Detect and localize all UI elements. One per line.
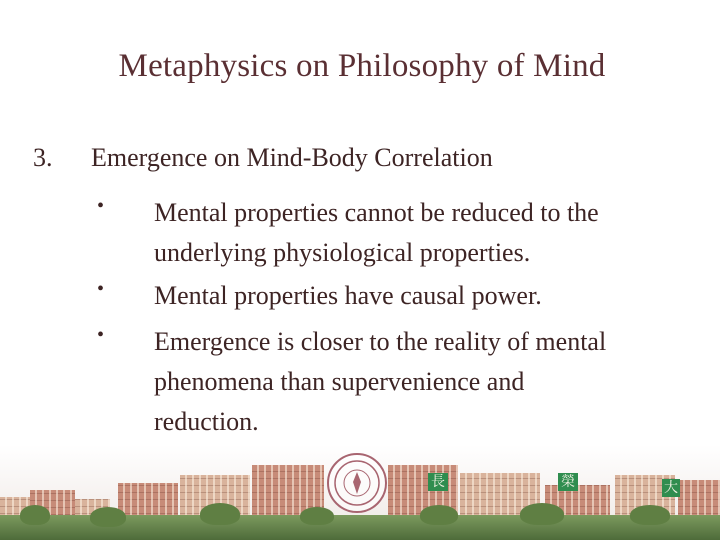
tree [20, 505, 50, 525]
item-heading: Emergence on Mind-Body Correlation [91, 143, 493, 172]
campus-sign: 榮 [558, 473, 578, 491]
campus-sign: 長 [428, 473, 448, 491]
bullet-dot: • [97, 324, 105, 346]
bullet-text [154, 193, 694, 273]
bullet-line: underlying physiological properties. [154, 238, 531, 267]
bullet-line: Mental properties have causal power. [154, 281, 542, 310]
campus-photo [0, 445, 720, 540]
tree [200, 503, 240, 525]
tree [420, 505, 458, 525]
item-number: 3. [33, 143, 53, 172]
bullet-line: Emergence is closer to the reality of mental [154, 327, 607, 356]
bullet-line: reduction. [154, 407, 259, 436]
university-seal-icon [327, 453, 387, 513]
seal-graphic [329, 455, 385, 511]
bullet-line: phenomena than supervenience and [154, 367, 525, 396]
tree [300, 507, 334, 525]
tree [90, 507, 126, 527]
slide-title: Metaphysics on Philosophy of Mind [118, 48, 606, 84]
tree [630, 505, 670, 525]
bullet-text [154, 276, 694, 316]
tree [520, 503, 564, 525]
bullet-line: Mental properties cannot be reduced to the [154, 198, 599, 227]
bullet-dot: • [97, 278, 105, 300]
bullet-text [154, 322, 694, 442]
campus-sign: 大 [664, 480, 678, 496]
bullet-dot: • [97, 195, 105, 217]
